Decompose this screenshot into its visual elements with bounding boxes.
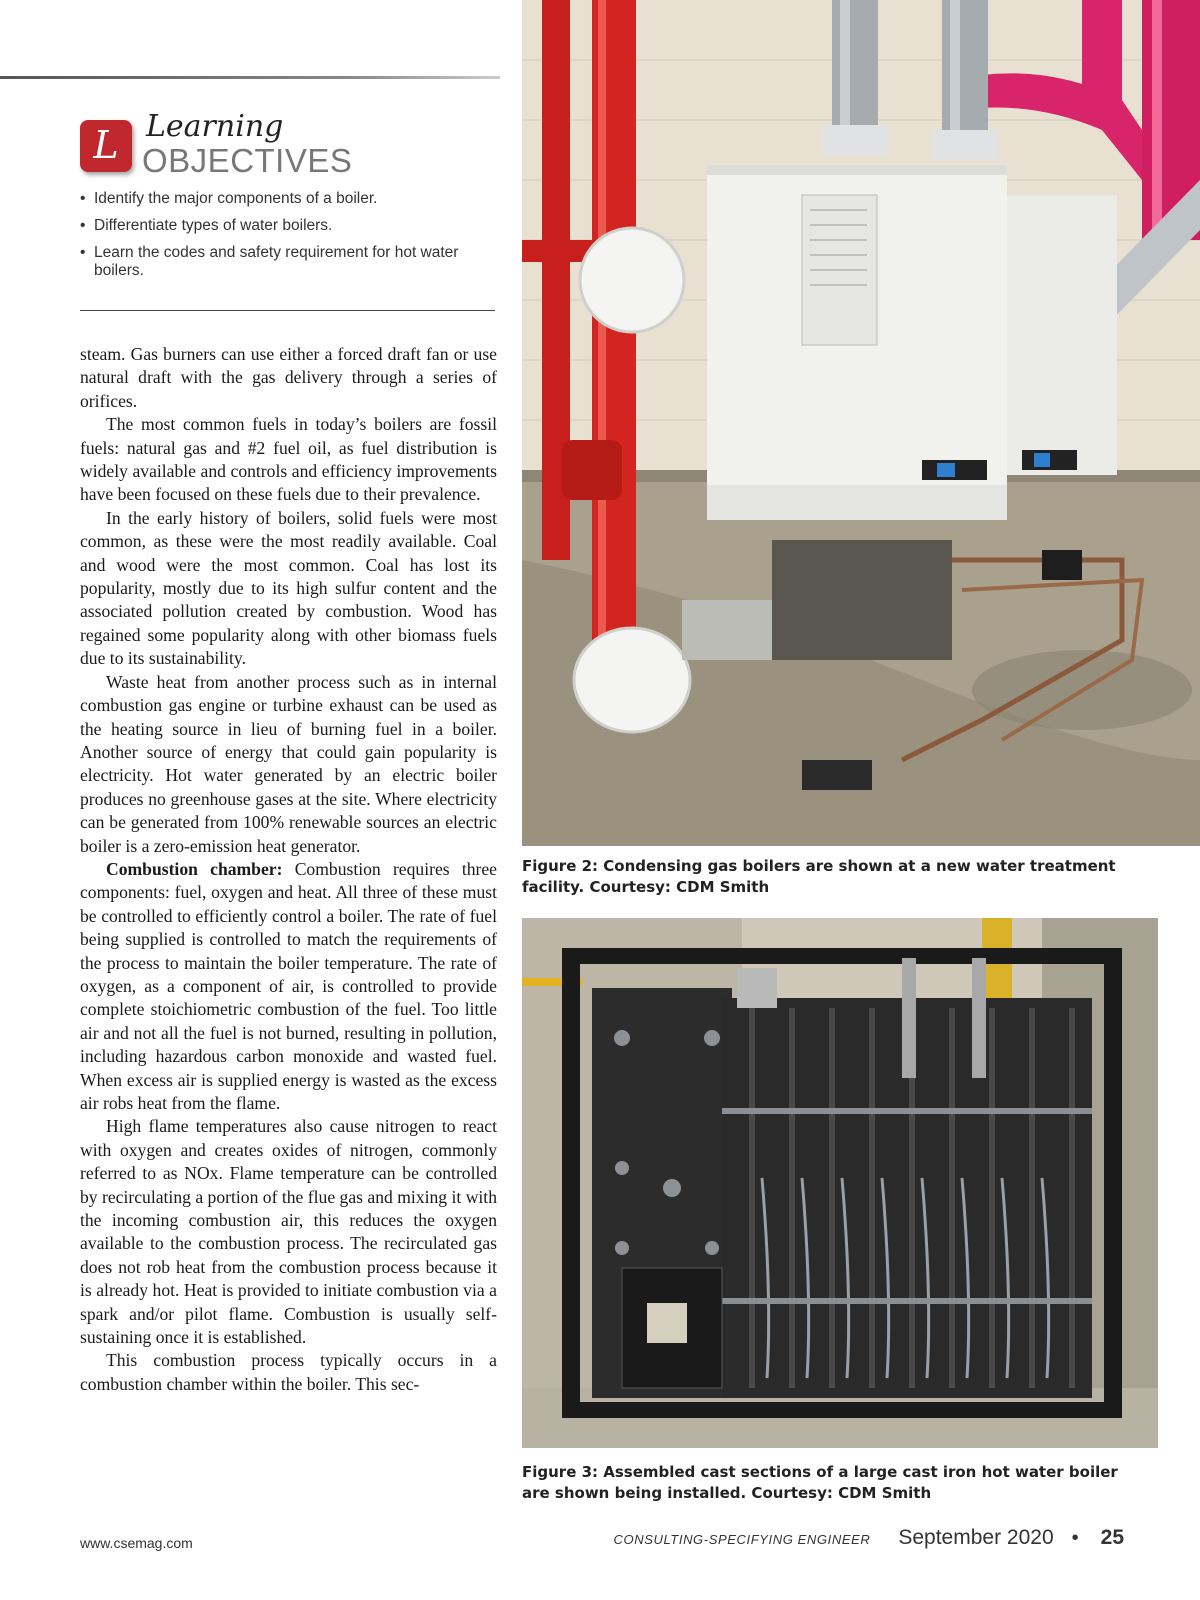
- body-paragraph: High flame temperatures also cause nitrogen to react with oxygen and creates oxides of nitrogen, commonly referred to as NOx. Flame temperature can be controlled by recirculating a portion of the flue gas and mixing it with the incoming combustion air, this reduces the oxygen available to the combustion process. The recirculated gas does not rob heat from the combustion process because it is already hot. Heat is provided to initiate combustion via a spark and/or pilot flame. Combustion is usually self-sustaining once it is established.: [80, 1116, 497, 1348]
- body-paragraph: This combustion process typically occurs in a combustion chamber within the boiler. This sec-: [80, 1350, 497, 1394]
- footer-date: September 2020: [898, 1526, 1054, 1549]
- footer-publication: CONSULTING-SPECIFYING ENGINEER: [613, 1532, 871, 1547]
- learning-objective-item: • Identify the major components of a boiler.: [80, 190, 500, 208]
- learning-objectives-title-line2: OBJECTIVES: [142, 142, 353, 179]
- top-rule: [0, 76, 500, 79]
- figure-3-caption: Figure 3: Assembled cast sections of a large cast iron hot water boiler are shown being installed. Courtesy: CDM Smith: [522, 1463, 1118, 1502]
- figure-2-photo: [522, 0, 1200, 846]
- footer-bullet: •: [1071, 1527, 1079, 1549]
- body-paragraph-text: Combustion requires three components: fuel, oxygen and heat. All three of these must be controlled to efficiently control a boiler. The rate of fuel being supplied is controlled to match the requirements of the process to maintain the boiler temperature. The rate of oxygen, as a component of air, is controlled to provide complete stoichiometric combustion of the fuel. Too little air and not all the fuel is not burned, resulting in pollution, including hazardous carbon monoxide and wasted fuel. When excess air is supplied energy is wasted as the excess air robs heat from the flame.: [80, 858, 497, 1113]
- section-heading: Combustion chamber:: [106, 858, 283, 879]
- figure-2-caption: Figure 2: Condensing gas boilers are shown at a new water treatment facility. Courtesy: CDM Smith: [522, 857, 1116, 896]
- body-paragraph: steam. Gas burners can use either a forced draft fan or use natural draft with the gas delivery through a series of orifices.: [80, 344, 497, 411]
- body-paragraph: In the early history of boilers, solid fuels were most common, as these were the most readily available. Coal and wood were the most common. Coal has lost its popularity, mostly due to its high sulfur content and the associated pollution created by combustion. Wood has regained some popularity along with other biomass fuels due to its sustainability.: [80, 507, 497, 669]
- footer-page-number: 25: [1100, 1526, 1124, 1549]
- body-paragraph-combustion: [80, 858, 497, 1115]
- body-paragraph: The most common fuels in today’s boilers are fossil fuels: natural gas and #2 fuel oil, as fuel distribution is widely available and controls and efficiency improvements have been focused on these fuels due to their prevalence.: [80, 414, 497, 505]
- learning-badge-letter: L: [93, 123, 119, 167]
- learning-badge-icon: [80, 120, 132, 172]
- article-body: [80, 343, 497, 1396]
- learning-objective-item: • Differentiate types of water boilers.: [80, 217, 500, 235]
- footer-website: www.csemag.com: [80, 1535, 193, 1551]
- body-paragraph: Waste heat from another process such as in internal combustion gas engine or turbine exhaust can be used as the heating source in lieu of burning fuel in a boiler. Another source of energy that could gain popularity is electricity. Hot water generated by an electric boiler produces no greenhouse gases at the site. Where electricity can be generated from 100% renewable sources an electric boiler is a zero-emission heat generator.: [80, 671, 497, 856]
- figure-3-photo: [522, 918, 1158, 1448]
- footer-folio: [614, 1526, 1125, 1550]
- learning-objectives-list: [80, 190, 500, 289]
- learning-objectives-divider: [80, 310, 495, 311]
- learning-objectives-title-line1: Learning: [146, 109, 284, 144]
- learning-objective-item: • Learn the codes and safety requirement for hot water boilers.: [80, 244, 500, 280]
